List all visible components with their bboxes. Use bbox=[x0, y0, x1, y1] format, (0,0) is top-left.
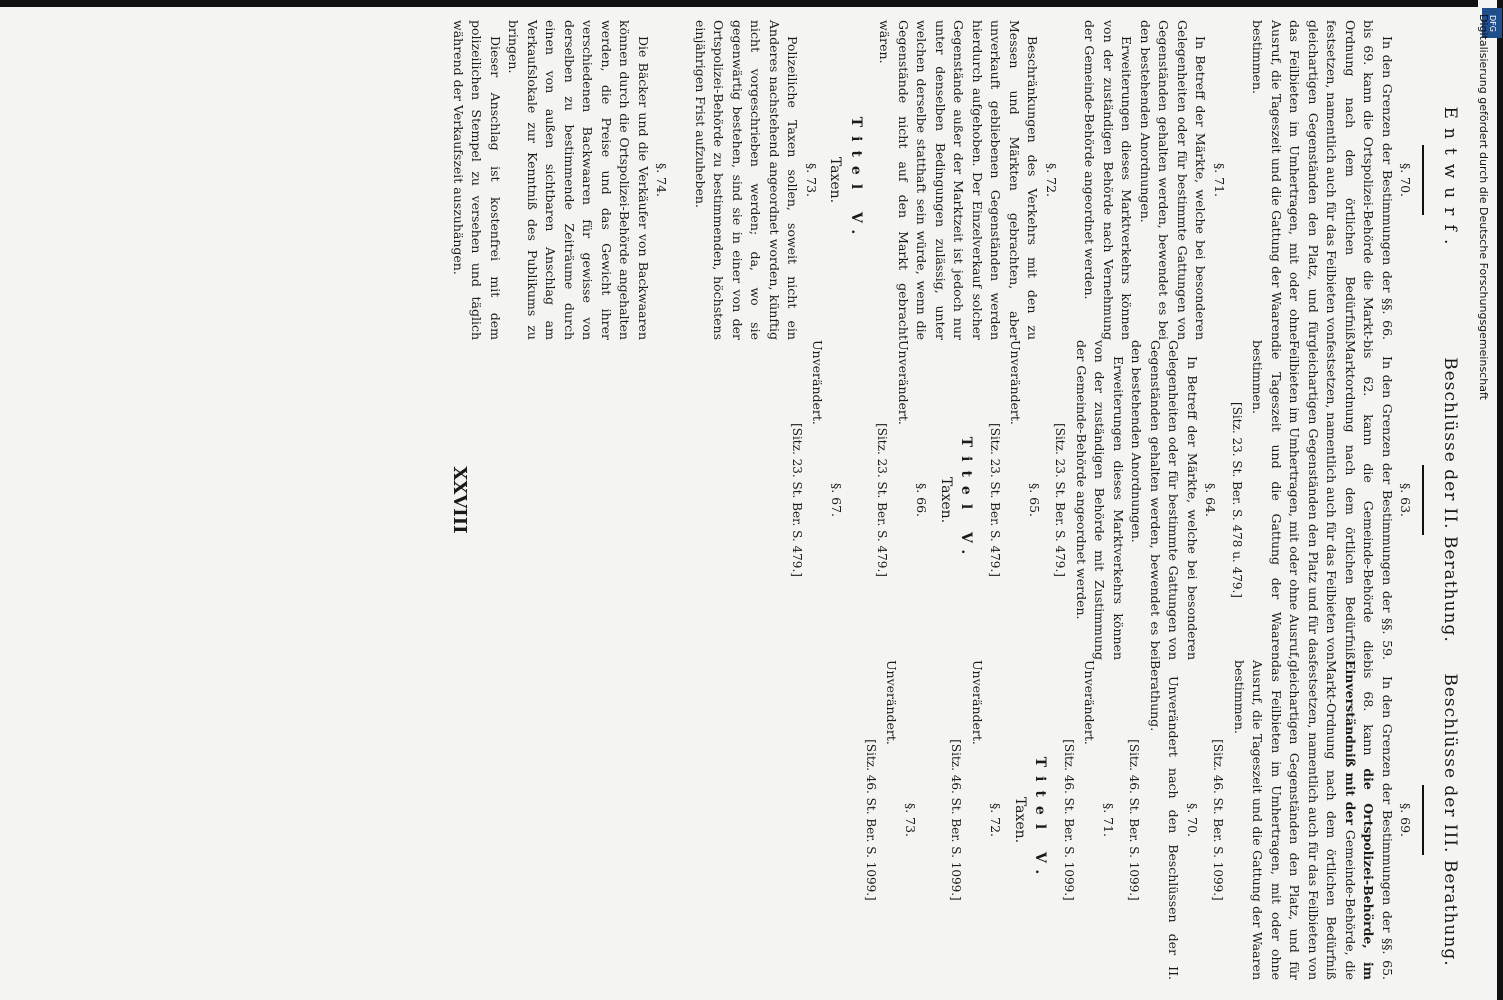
section-number: §. 73. bbox=[903, 802, 918, 838]
section-text: In den Grenzen der Bestimmungen der §§. 65. bis 68. kann die Ortspolizei-Behörde, im Einverständniß mit der Gemeinde-Behörde, die Markt-Ordnung nach dem örtlichen Bedürfniß festsetzen, namentlich auch für das Feilbieten von gleichartigen Gegenständen den Platz, und für das Feilbieten im Umhertragen, mit oder ohne Ausruf, die Tageszeit und die Gattung der Waaren bestimmen. bbox=[1232, 660, 1395, 981]
section-text: Unverändert nach den Beschlüssen der II. Berathung. bbox=[1148, 660, 1182, 980]
section-text: Erweiterungen dieses Marktverkehrs können von der zuständigen Behörde nach Vernehmung der Gemeinde-Behörde angeordnet werden. bbox=[1082, 20, 1135, 340]
section-text: Unverändert. bbox=[884, 660, 900, 745]
reference: [Sitz. 23. St. Ber. S. 479.] bbox=[1053, 423, 1068, 577]
column-heading: Entwurf. bbox=[1440, 106, 1460, 254]
section-number: §. 64. bbox=[1203, 482, 1219, 518]
section-text: In den Grenzen der Bestimmungen der §§. 59. bis 62. kann die Gemeinde-Behörde die Marktordnung nach dem örtlichen Bedürfniß festsetzen, namentlich auch für das Feilbieten von gleichartigen Gegenständen den Platz und für das Feilbieten im Umhertragen, mit oder ohne Ausruf, die Tageszeit und die Gattung der Waaren bestimmen. bbox=[1250, 340, 1395, 660]
page-number: XXVIII bbox=[449, 466, 470, 534]
section-text: Erweiterungen dieses Marktverkehrs können von der zuständigen Behörde mit Zustimmung der Gemeinde-Behörde angeordnet werden. bbox=[1074, 340, 1126, 660]
heading-rule bbox=[1423, 145, 1425, 215]
section-text: Unverändert. bbox=[896, 340, 911, 425]
reference: [Sitz. 46. St. Ber. S. 1099.] bbox=[1211, 739, 1226, 901]
title-subheading: Taxen. bbox=[827, 156, 844, 204]
section-number: §. 67. bbox=[829, 482, 844, 518]
section-text: In den Grenzen der Bestimmungen der §§. 66. bis 69. kann die Ortspolizei-Behörde die Markt-Ordnung nach dem örtlichen Bedürfniß festsetzen, namentlich auch für das Feilbieten von gleichartigen Gegenständen den Platz, und für das Feilbieten im Umhertragen, mit oder ohne Ausruf, die Tageszeit und die Gattung der Waaren bestimmen. bbox=[1250, 20, 1395, 340]
column-entwurf bbox=[449, 20, 1471, 340]
heading-rule bbox=[1423, 785, 1425, 855]
column-beschluesse-3 bbox=[854, 660, 1471, 980]
section-number: §. 66. bbox=[914, 482, 930, 518]
reference: [Sitz. 23. St. Ber. S. 479.] bbox=[790, 423, 804, 577]
title-heading: Titel V. bbox=[848, 116, 864, 244]
heading-rule bbox=[1423, 465, 1425, 535]
section-text: Unverändert. bbox=[1008, 340, 1024, 425]
document-page bbox=[30, 10, 1470, 990]
top-border bbox=[0, 0, 1478, 7]
column-heading: Beschlüsse der III. Berathung. bbox=[1440, 673, 1460, 967]
reference: [Sitz. 46. St. Ber. S. 1099.] bbox=[949, 739, 964, 901]
section-number: §. 74. bbox=[654, 162, 670, 198]
section-number: §. 69. bbox=[1398, 802, 1414, 838]
section-number: §. 63. bbox=[1398, 482, 1414, 518]
section-number: §. 70. bbox=[1185, 802, 1200, 838]
section-text: Unverändert. bbox=[1082, 660, 1098, 745]
right-border bbox=[1497, 0, 1503, 1000]
section-number: §. 65. bbox=[1027, 482, 1042, 518]
section-number: §. 71. bbox=[1212, 162, 1227, 198]
title-heading: Titel V. bbox=[958, 436, 975, 564]
reference: [Sitz. 46. St. Ber. S. 1099.] bbox=[864, 739, 878, 901]
section-number: §. 71. bbox=[1101, 802, 1116, 838]
reference: [Sitz. 23. St. Ber. S. 479.] bbox=[988, 423, 1002, 577]
section-number: §. 72. bbox=[1044, 162, 1059, 198]
section-number: §. 70. bbox=[1398, 162, 1414, 198]
reference: [Sitz. 46. St. Ber. S. 1099.] bbox=[1127, 739, 1142, 901]
digitization-credit: Digitalisierung gefördert durch die Deutsche Forschungsgemeinschaft bbox=[1477, 14, 1490, 400]
title-heading: Titel V. bbox=[1032, 756, 1049, 884]
section-text: Dieser Anschlag ist kostenfrei mit dem polizeilichen Stempel zu versehen und täglich während der Verkaufszeit auszuhängen. bbox=[451, 20, 503, 340]
section-number: §. 72. bbox=[988, 802, 1004, 838]
dfg-logo: DFG bbox=[1482, 8, 1502, 38]
reference: [Sitz. 23. St. Ber. S. 478 u. 479.] bbox=[1230, 402, 1244, 598]
section-text: Polizeiliche Taxen sollen, soweit nicht ein Anderes nachstehend angeordnet worden, künftig nicht vorgeschrieben werden; da, wo sie gegenwärtig bestehen, sind sie in einer von der Ortspolizei-Behörde zu bestimmenden, höchstens einjährigen Frist aufzuheben. bbox=[693, 20, 801, 340]
column-beschluesse-2 bbox=[780, 340, 1471, 660]
reference: [Sitz. 23. St. Ber. S. 479.] bbox=[875, 423, 890, 577]
section-text: Die Bäcker und die Verkäufer von Backwaaren können durch die Ortspolizei-Behörde angehalten werden, die Preise und das Gewicht ihrer verschiedenen Backwaaren für gewisse von derselben zu bestimmende Zeiträume durch einen von außen sichtbaren Anschlag am Verkaufslokale zur Kenntniß des Publikums zu bringen. bbox=[506, 20, 651, 340]
section-number: §. 73. bbox=[804, 162, 819, 198]
emphasized-text: die Ortspolizei-Behörde, im Einverständniß mit der bbox=[1343, 660, 1377, 981]
section-text: Unverändert. bbox=[810, 340, 826, 425]
section-text: Unverändert. bbox=[970, 660, 985, 745]
title-subheading: Taxen. bbox=[1012, 796, 1028, 844]
reference: [Sitz. 46. St. Ber. S. 1099.] bbox=[1062, 739, 1076, 901]
section-text: In Betreff der Märkte, welche bei besonderen Gelegenheiten oder für bestimmte Gattungen von Gegenständen gehalten werden, bewendet es bei den bestehenden Anordnungen. bbox=[1138, 20, 1209, 340]
title-subheading: Taxen. bbox=[938, 476, 954, 524]
section-text: Beschränkungen des Verkehrs mit den zu Messen und Märkten gebrachten, aber unverkauft gebliebenen Gegenständen werden hierdurch aufgehoben. Der Einzelverkauf solcher Gegenstände außer der Marktzeit ist jedoch nur unter denselben Bedingungen zulässig, unter welchen derselbe statthaft sein würde, wenn die Gegenstände nicht auf den Markt gebracht wären. bbox=[877, 20, 1041, 340]
column-heading: Beschlüsse der II. Berathung. bbox=[1440, 357, 1460, 643]
section-text: In Betreff der Märkte, welche bei besonderen Gelegenheiten oder für bestimmte Gattungen von Gegenständen gehalten werden, bewendet es bei den bestehenden Anordnungen. bbox=[1129, 340, 1200, 660]
